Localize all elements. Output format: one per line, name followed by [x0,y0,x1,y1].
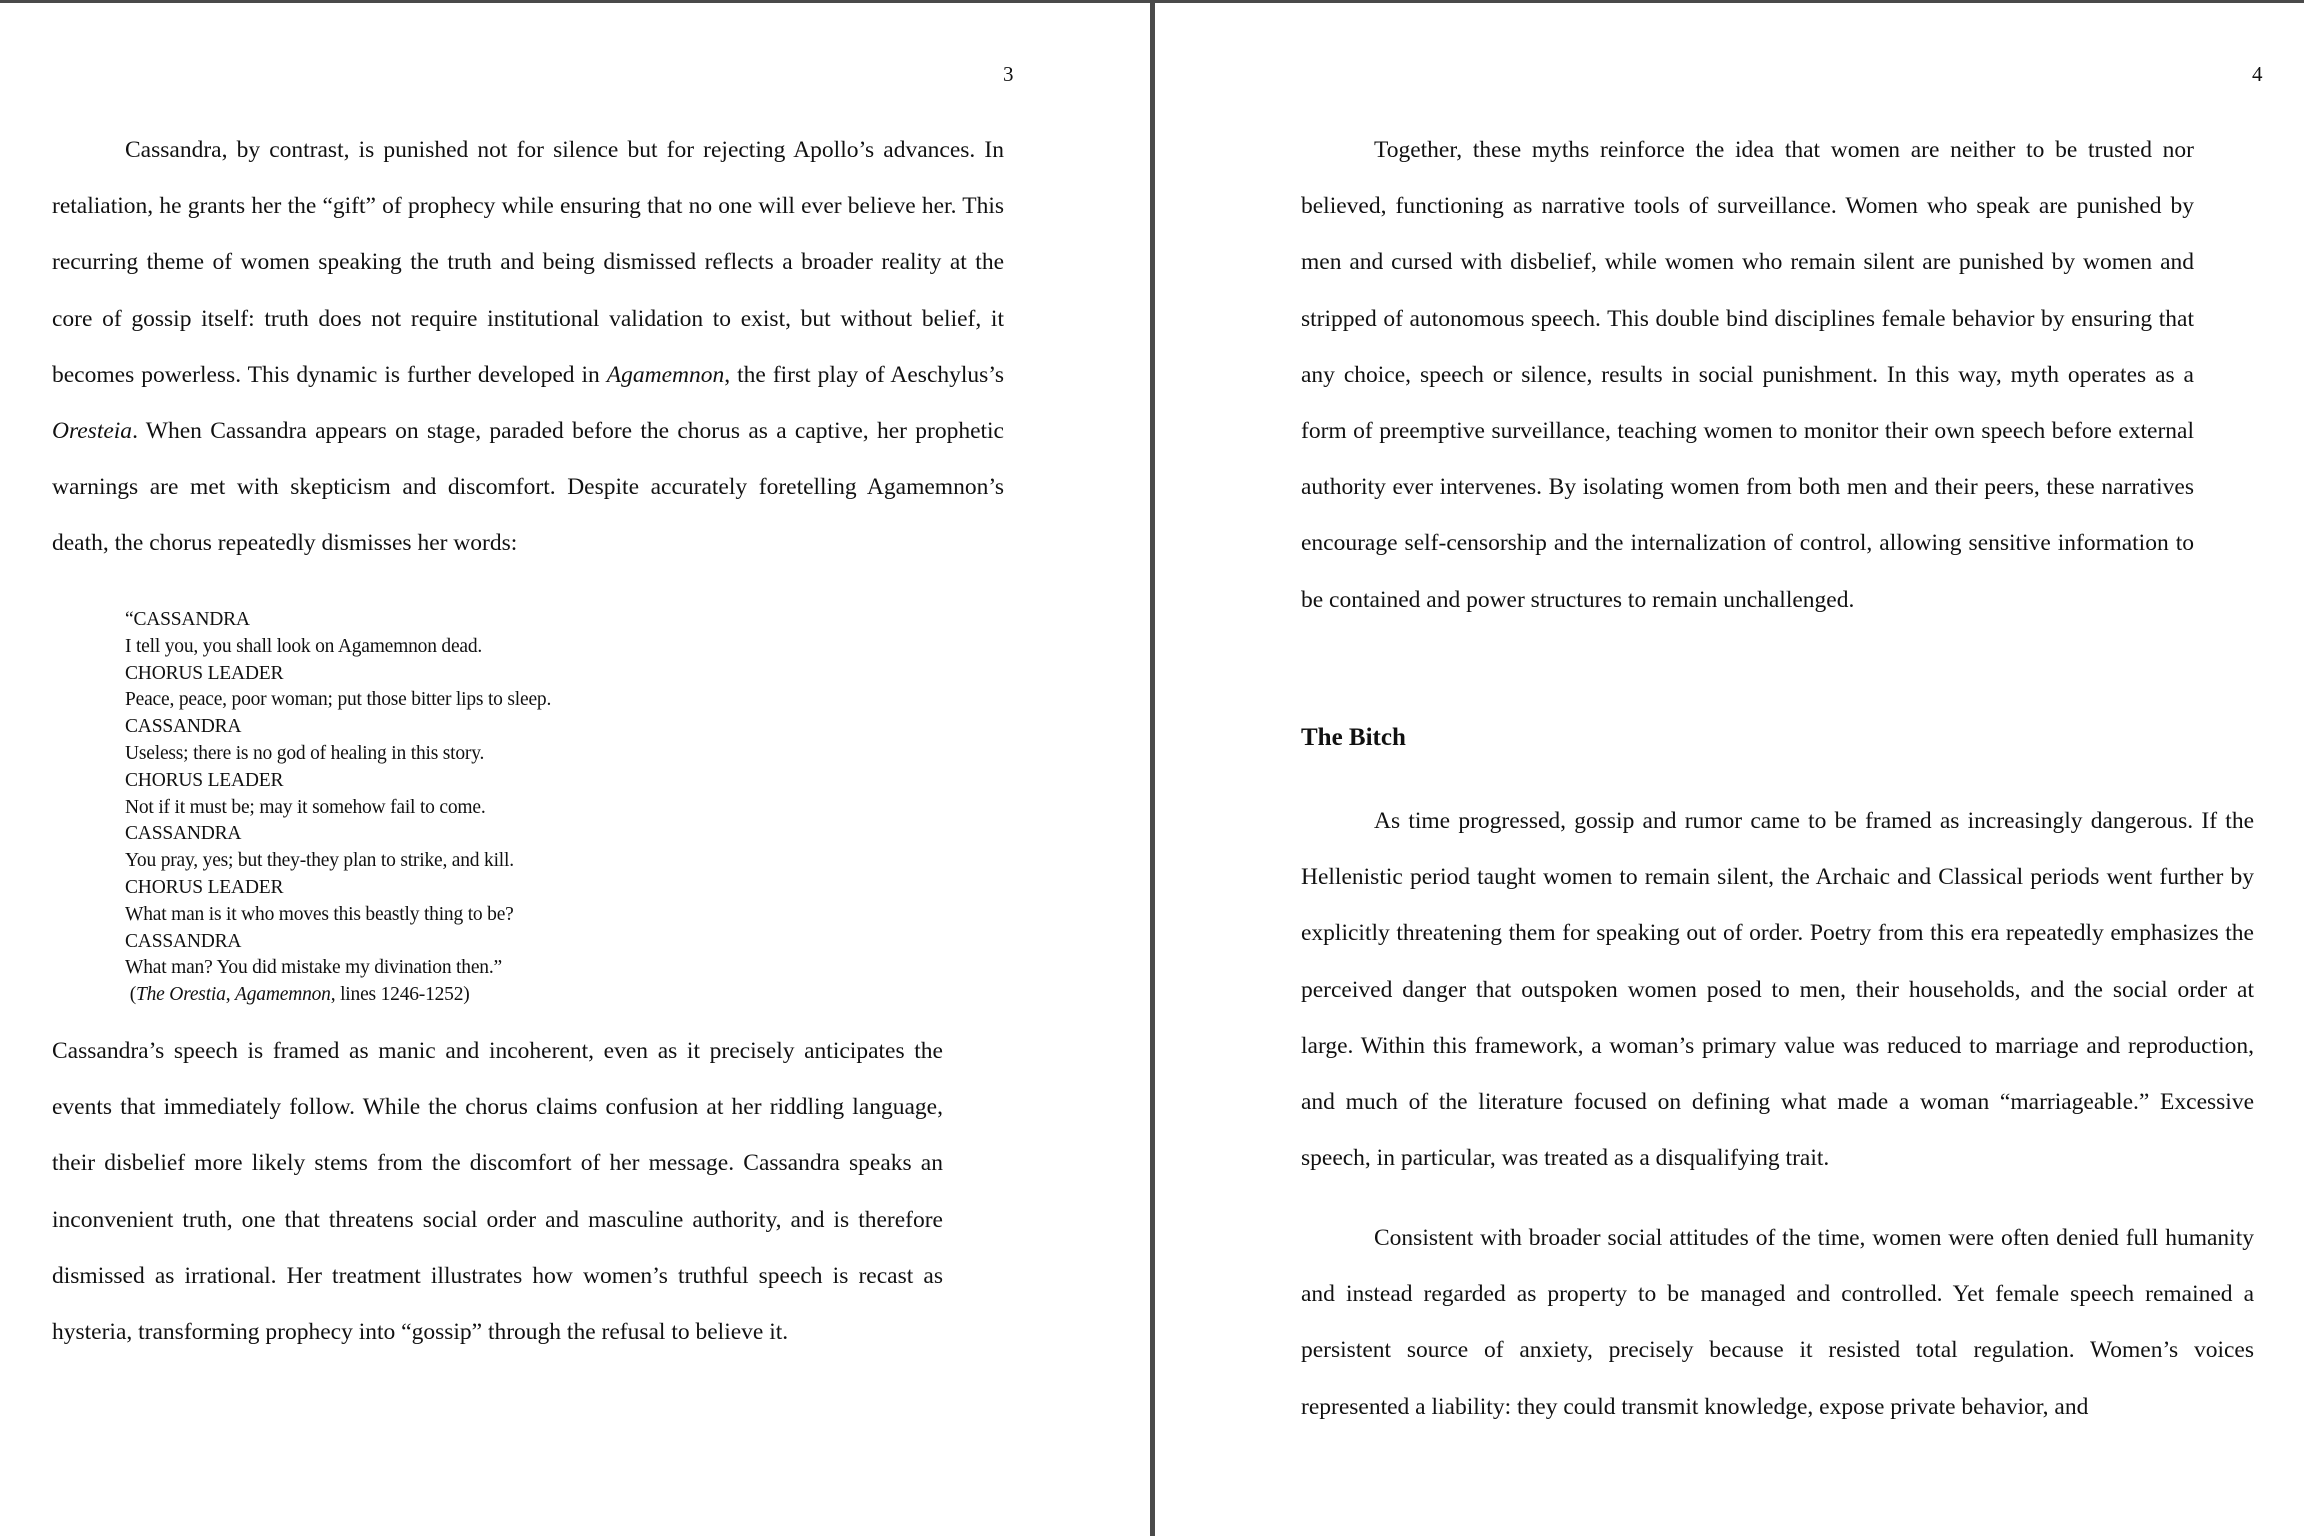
italic-title: Oresteia [52,418,133,445]
text-run: Cassandra, by contrast, is punished not for silence but for rejecting Apollo’s advances. In retaliation, he grants her the “gift” of prophecy while ensuring that no one will ever believe her. This recurring theme of women speaking the truth and being dismissed reflects a broader reality at the core of gossip itself: truth does not require institutional validation to exist, but without belief, it becomes powerless. This dynamic is further developed in [52,137,1004,388]
quote-line: Not if it must be; may it somehow fail to come. [125,796,486,818]
citation-play: Agamemnon [235,984,331,1006]
text-run: . When Cassandra appears on stage, paraded before the chorus as a captive, her prophetic warnings are met with skepticism and discomfort. Despite accurately foretelling Agamemnon’s death, the chorus repeatedly dismisses her words: [52,418,1004,557]
text-run: Together, these myths reinforce the idea that women are neither to be trusted nor believed, functioning as narrative tools of surveillance. Women who speak are punished by men and cursed with disbelief, while women who remain silent are punished by women and stripped of autonomous speech. This double bind disciplines female behavior by ensuring that any choice, speech or silence, results in social punishment. In this way, myth operates as a form of preemptive surveillance, teaching women to monitor their own speech before external authority ever intervenes. By isolating women from both men and their peers, these narratives encourage self-censorship and the internalization of control, allowing sensitive information to be contained and power structures to remain unchallenged. [1301,137,2194,613]
citation-sep: , [225,984,236,1006]
body-paragraph [1301,1210,2254,1435]
section-heading: The Bitch [1301,724,1406,751]
quote-line: You pray, yes; but they-they plan to strike, and kill. [125,850,514,872]
quote-line: Peace, peace, poor woman; put those bitter lips to sleep. [125,689,552,711]
quote-line: CASSANDRA [125,823,242,845]
citation-lines: , lines 1246-1252) [330,984,470,1006]
italic-title: Agamemnon [606,361,725,388]
quote-line: Useless; there is no god of healing in this story. [125,742,485,764]
body-paragraph [1301,122,2194,628]
quote-line: CHORUS LEADER [125,769,284,791]
quote-line: CASSANDRA [125,716,242,738]
text-run: , the first play of Aeschylus’s [724,361,1004,388]
block-quote [125,607,825,1009]
quote-line: CHORUS LEADER [125,662,284,684]
quote-citation [125,982,825,1009]
quote-line: What man? You did mistake my divination then.” [125,957,502,979]
body-paragraph [1301,793,2254,1186]
page-number: 3 [1003,62,1014,86]
quote-line: “CASSANDRA [125,609,250,630]
page-4 [1155,0,2304,1536]
body-paragraph [52,122,1004,572]
quote-line: What man is it who moves this beastly thing to be? [125,903,514,925]
citation-work: The Orestia [135,984,226,1006]
page-3 [0,0,1150,1536]
page-number: 4 [2252,62,2263,86]
citation-open: ( [129,984,136,1006]
quote-line: I tell you, you shall look on Agamemnon dead. [125,635,483,657]
text-run: As time progressed, gossip and rumor came to be framed as increasingly dangerous. If the Hellenistic period taught women to remain silent, the Archaic and Classical periods went further by explicitly threatening them for speaking out of order. Poetry from this era repeatedly emphasizes the perceived danger that outspoken women posed to men, their households, and the social order at large. Within this framework, a woman’s primary value was reduced to marriage and reproduction, and much of the literature focused on defining what made a woman “marriageable.” Excessive speech, in particular, was treated as a disqualifying trait. [1301,808,2254,1172]
quote-line: CHORUS LEADER [125,876,284,898]
body-paragraph: Cassandra’s speech is framed as manic and incoherent, even as it precisely anticipates the events that immediately follow. While the chorus claims confusion at her riddling language, their disbelief more likely stems from the discomfort of her message. Cassandra speaks an inconvenient truth, one that threatens social order and masculine authority, and is therefore dismissed as irrational. Her treatment illustrates how women’s truthful speech is recast as hysteria, transforming prophecy into “gossip” through the refusal to believe it. [52,1038,943,1346]
text-run: Consistent with broader social attitudes of the time, women were often denied full humanity and instead regarded as property to be managed and controlled. Yet female speech remained a persistent source of anxiety, precisely because it resisted total regulation. Women’s voices represented a liability: they could transmit knowledge, expose private behavior, and [1301,1225,2254,1420]
quote-line: CASSANDRA [125,930,242,952]
